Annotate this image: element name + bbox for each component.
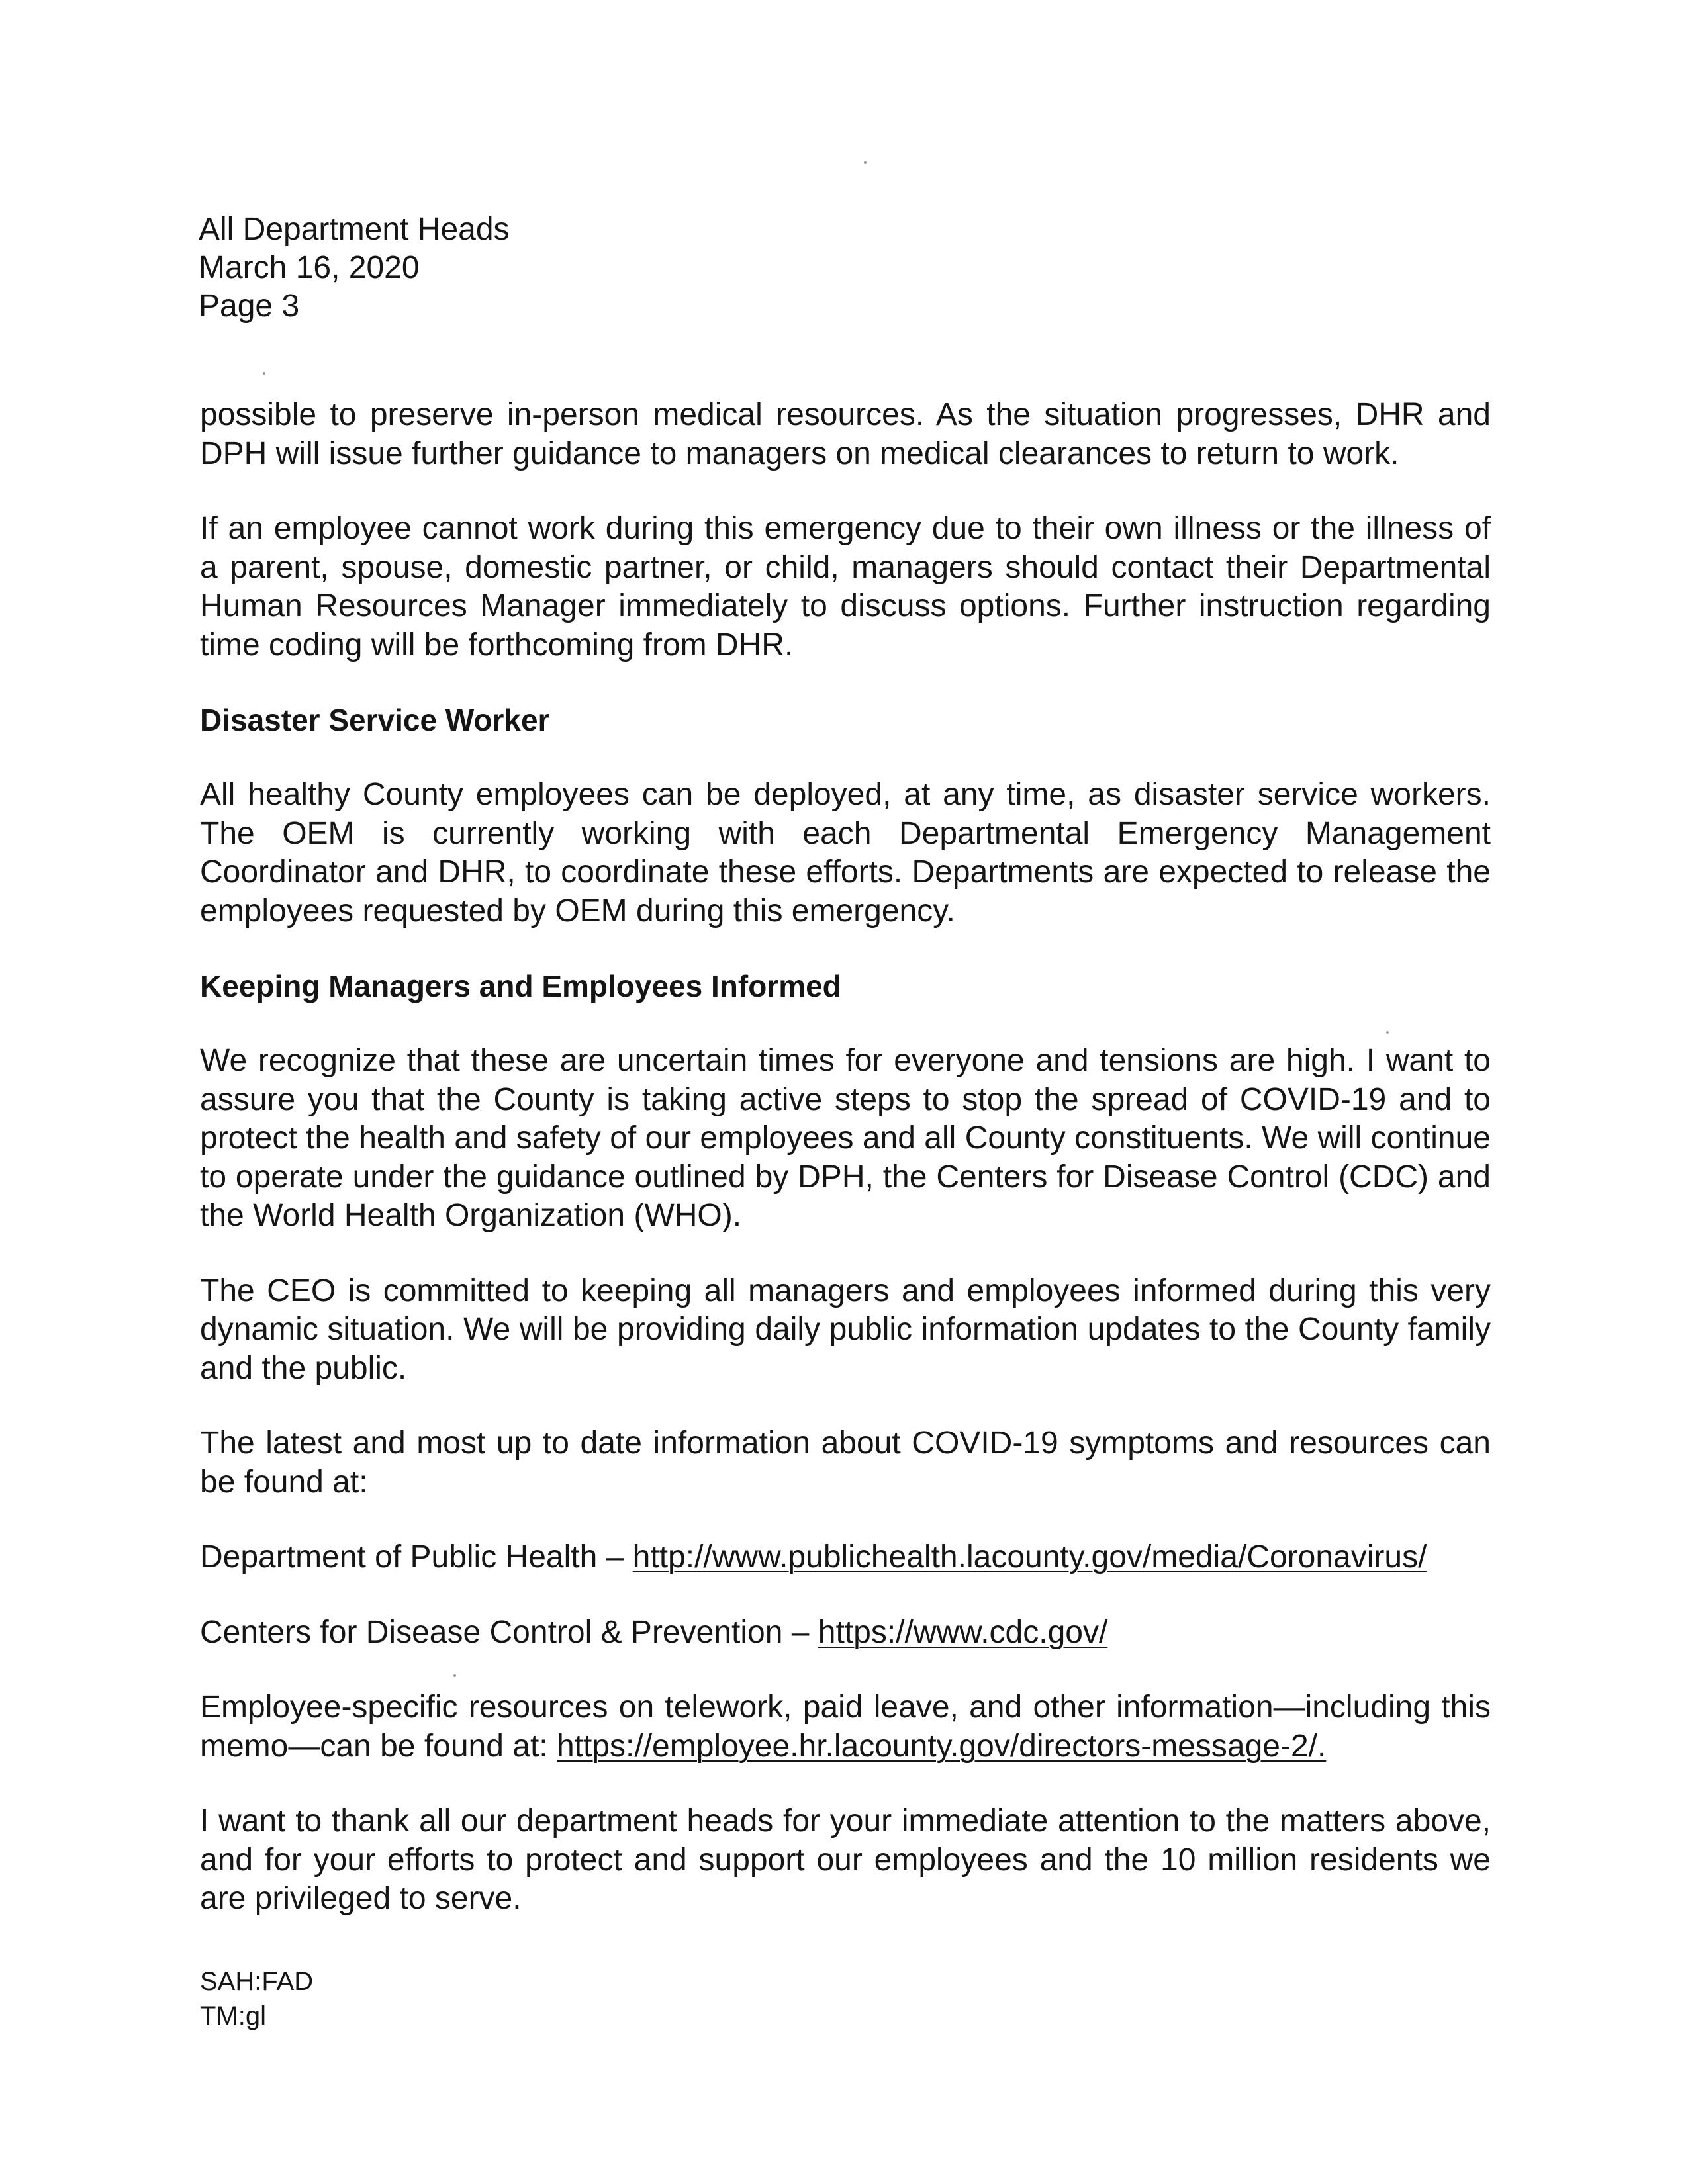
scan-speck <box>263 372 265 375</box>
cdc-link[interactable]: https://www.cdc.gov/ <box>818 1614 1108 1650</box>
letter-body <box>200 396 1491 1955</box>
employee-resources-text: Employee-specific resources on telework, paid leave, and other information—including this memo—can be found at: <box>200 1690 1491 1764</box>
heading-keeping-informed: Keeping Managers and Employees Informed <box>200 969 841 1003</box>
paragraph-disaster-workers: All healthy County employees can be deployed, at any time, as disaster service workers. The OEM is currently working with each Departmental Emergency Management Coordinator and DHR, to coordinate these efforts. Departments are expected to release the employees requested by OEM during this emergency. <box>200 777 1491 929</box>
paragraph-ceo-committed: The CEO is committed to keeping all managers and employees informed during this very dynamic situation. We will be providing daily public information updates to the County family and the public. <box>200 1273 1491 1386</box>
paragraph-employee-illness: If an employee cannot work during this emergency due to their own illness or the illness of a parent, spouse, domestic partner, or child, managers should contact their Departmental Human Resources Manager immediately to discuss options. Further instruction regarding time coding will be forthcoming from DHR. <box>200 511 1491 662</box>
paragraph-thanks: I want to thank all our department heads for your immediate attention to the matters above, and for your efforts to protect and support our employees and the 10 million residents we are privileged to serve. <box>200 1803 1491 1916</box>
date-line: March 16, 2020 <box>199 250 420 285</box>
employee-resources-link[interactable]: https://employee.hr.lacounty.gov/directors-message-2/. <box>556 1728 1327 1764</box>
letter-header <box>199 210 1125 326</box>
paragraph-uncertain-times: We recognize that these are uncertain times for everyone and tensions are high. I want to assure you that the County is taking active steps to stop the spread of COVID-19 and to protect the health and safety of our employees and all County constituents. We will continue to operate under the guidance outlined by DPH, the Centers for Disease Control (CDC) and the World Health Organization (WHO). <box>200 1043 1491 1233</box>
page-number: Page 3 <box>199 289 300 324</box>
dph-label: Department of Public Health – <box>200 1539 633 1574</box>
scan-speck <box>864 161 867 164</box>
paragraph-employee-resources <box>200 1688 1491 1766</box>
cdc-label: Centers for Disease Control & Prevention – <box>200 1614 818 1650</box>
dph-link[interactable]: http://www.publichealth.lacounty.gov/media/Coronavirus/ <box>632 1539 1427 1574</box>
cdc-resource-line <box>200 1614 1491 1653</box>
scan-speck <box>453 1674 456 1677</box>
dph-resource-line <box>200 1538 1491 1577</box>
recipient-line: All Department Heads <box>199 212 510 247</box>
typist-initials <box>200 1964 313 2033</box>
initials-line-2: TM:gl <box>200 2001 266 2030</box>
paragraph-latest-info: The latest and most up to date information about COVID-19 symptoms and resources can be found at: <box>200 1426 1491 1500</box>
paragraph-medical-resources: possible to preserve in-person medical resources. As the situation progresses, DHR and DPH will issue further guidance to managers on medical clearances to return to work. <box>200 397 1491 471</box>
scan-speck <box>1386 1031 1389 1034</box>
initials-line-1: SAH:FAD <box>200 1967 314 1996</box>
heading-disaster-service-worker: Disaster Service Worker <box>200 703 550 737</box>
